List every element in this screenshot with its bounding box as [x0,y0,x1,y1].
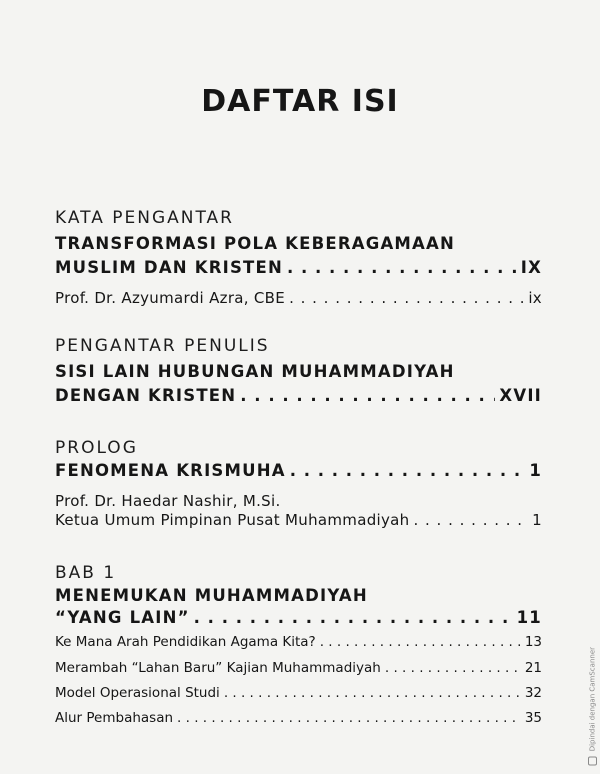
section-label-prolog: PROLOG [55,438,138,458]
subsection-title: Alur Pembahasan [55,710,174,726]
dot-leader [320,634,521,650]
page-title: DAFTAR ISI [201,84,399,119]
page-number: 11 [516,608,542,627]
page-number: XVII [499,386,542,405]
dot-leader [224,685,521,701]
dot-leader [240,386,495,405]
author-name: Prof. Dr. Azyumardi Azra, CBE [55,289,286,307]
dot-leader [385,660,521,676]
dot-leader [289,289,524,307]
page-number: 13 [524,634,542,650]
chapter-heading-line1: MENEMUKAN MUHAMMADIYAH [55,586,368,605]
page-number: ix [528,289,542,307]
chapter-heading-line2: MUSLIM DAN KRISTEN [55,258,283,277]
chapter-heading-line1: SISI LAIN HUBUNGAN MUHAMMADIYAH [55,362,455,381]
page-number: 1 [532,511,542,529]
chapter-heading-line1: TRANSFORMASI POLA KEBERAGAMAAN [55,234,455,253]
dot-leader [290,461,526,480]
dot-leader [287,258,517,277]
toc-entry-kata-pengantar[interactable] [55,258,542,277]
toc-entry-prolog[interactable] [55,461,542,480]
author-name: Prof. Dr. Haedar Nashir, M.Si. [55,492,281,510]
subsection-title: Ke Mana Arah Pendidikan Agama Kita? [55,634,316,650]
dot-leader [177,710,521,726]
dot-leader [413,511,528,529]
toc-subentry[interactable] [55,685,542,701]
page-number: IX [520,258,542,277]
toc-subentry[interactable] [55,634,542,650]
section-label-bab1: BAB 1 [55,563,117,583]
watermark-text: Dipindai dengan CamScanner [588,647,597,752]
chapter-heading-line2: DENGAN KRISTEN [55,386,237,405]
toc-subentry[interactable] [55,660,542,676]
page-number: 35 [524,710,542,726]
subsection-title: Merambah “Lahan Baru” Kajian Muhammadiyah [55,660,381,676]
toc-entry-author-haedar[interactable] [55,511,542,529]
section-label-kata-pengantar: KATA PENGANTAR [55,208,234,228]
section-label-pengantar-penulis: PENGANTAR PENULIS [55,336,270,356]
toc-entry-author-azra[interactable] [55,289,542,307]
chapter-heading-line2: “YANG LAIN” [55,608,190,627]
subsection-title: Model Operasional Studi [55,685,220,701]
chapter-heading: FENOMENA KRISMUHA [55,461,286,480]
dot-leader [194,608,513,627]
author-title: Ketua Umum Pimpinan Pusat Muhammadiyah [55,511,410,529]
toc-entry-pengantar-penulis[interactable] [55,386,542,405]
toc-subentry[interactable] [55,710,542,726]
page-number: 32 [524,685,542,701]
page-number: 1 [529,461,542,480]
toc-entry-bab1[interactable] [55,608,542,627]
page-number: 21 [524,660,542,676]
scanner-watermark [588,647,597,766]
camscanner-icon [588,757,597,766]
